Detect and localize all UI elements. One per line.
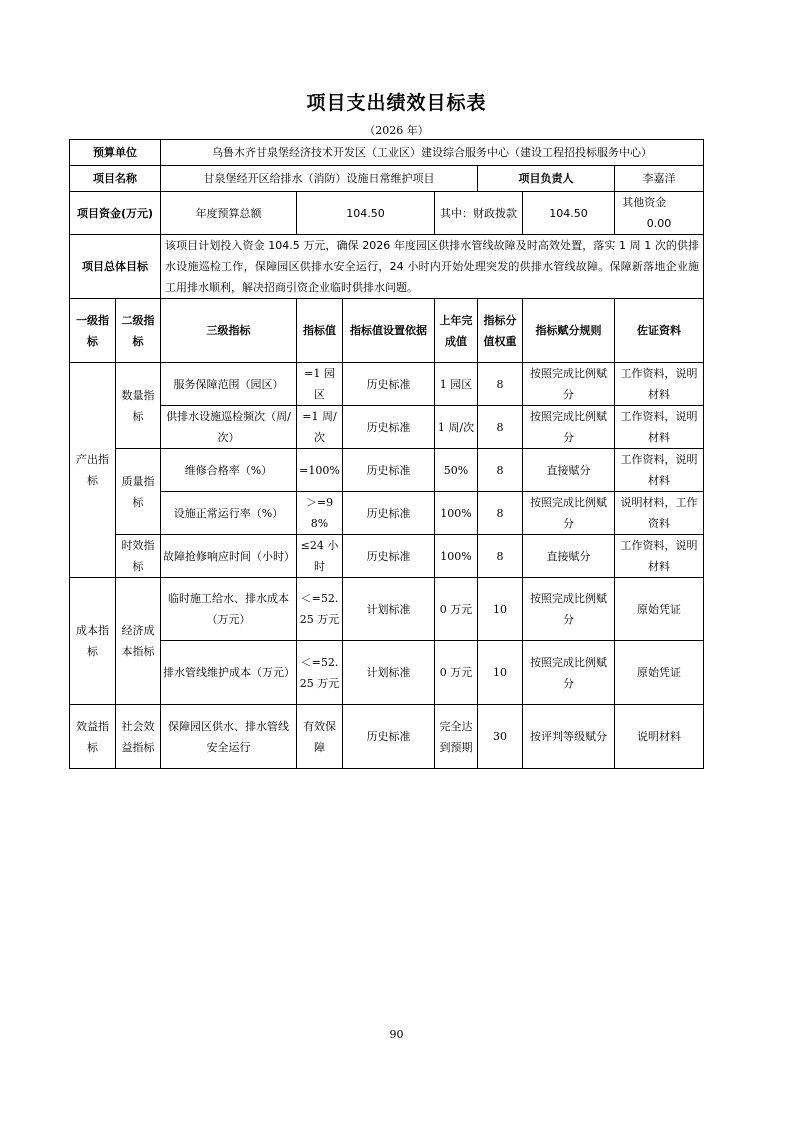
indicator-last-year: 50% [435, 449, 478, 492]
indicator-basis: 历史标准 [343, 363, 435, 406]
indicator-rule: 按评判等级赋分 [523, 705, 615, 769]
indicator-evidence: 工作资料，说明材料 [615, 535, 704, 578]
fiscal-value: 104.50 [523, 192, 615, 235]
indicator-value: ＜=52.25 万元 [297, 641, 343, 705]
header-rule: 指标赋分规则 [523, 299, 615, 363]
indicator-evidence: 说明材料，工作资料 [615, 492, 704, 535]
unit-row [70, 140, 704, 166]
table-row [70, 449, 704, 492]
leader-label: 项目负责人 [478, 166, 615, 192]
indicator-weight: 30 [478, 705, 523, 769]
indicator-name: 设施正常运行率（%） [161, 492, 297, 535]
indicator-value: =1 园区 [297, 363, 343, 406]
project-name-label: 项目名称 [70, 166, 161, 192]
indicator-name: 维修合格率（%） [161, 449, 297, 492]
performance-table [69, 139, 704, 769]
indicator-weight: 8 [478, 406, 523, 449]
group-benefit: 效益指标 [70, 705, 116, 769]
funds-label: 项目资金(万元) [70, 192, 161, 235]
group-cost: 成本指标 [70, 578, 116, 705]
indicator-value: =1 周/次 [297, 406, 343, 449]
table-row [70, 705, 704, 769]
group-economic-cost: 经济成本指标 [116, 578, 161, 705]
goal-text: 该项目计划投入资金 104.5 万元，确保 2026 年度园区供排水管线故障及时高效处置，落实 1 周 1 次的供排水设施巡检工作，保障园区供排水安全运行，24 小时内开始处理突发的供排水管线故障。保障新落地企业施工用排水顺利，解决招商引资企业临时供排水问题。 [161, 235, 704, 299]
indicator-basis: 计划标准 [343, 578, 435, 641]
indicator-name: 服务保障范围（园区） [161, 363, 297, 406]
indicator-rule: 直接赋分 [523, 535, 615, 578]
group-output: 产出指标 [70, 363, 116, 578]
group-social-benefit: 社会效益指标 [116, 705, 161, 769]
group-quantity: 数量指标 [116, 363, 161, 449]
project-name-row [70, 166, 704, 192]
header-value: 指标值 [297, 299, 343, 363]
other-funds-amount: 0.00 [646, 217, 672, 230]
group-quality: 质量指标 [116, 449, 161, 535]
unit-value: 乌鲁木齐甘泉堡经济技术开发区（工业区）建设综合服务中心（建设工程招投标服务中心） [161, 140, 704, 166]
fiscal-label: 其中：财政拨款 [435, 192, 523, 235]
table-row [70, 641, 704, 705]
annual-budget-label: 年度预算总额 [161, 192, 297, 235]
indicator-last-year: 1 周/次 [435, 406, 478, 449]
funds-row [70, 192, 704, 235]
indicator-rule: 按照完成比例赋分 [523, 641, 615, 705]
indicator-name: 保障园区供水、排水管线安全运行 [161, 705, 297, 769]
indicator-weight: 8 [478, 363, 523, 406]
indicator-basis: 历史标准 [343, 406, 435, 449]
indicator-value: =100% [297, 449, 343, 492]
goal-row [70, 235, 704, 299]
header-level3: 三级指标 [161, 299, 297, 363]
indicator-weight: 10 [478, 641, 523, 705]
other-funds-value [615, 192, 704, 235]
header-row [70, 299, 704, 363]
indicator-evidence: 说明材料 [615, 705, 704, 769]
indicator-basis: 历史标准 [343, 705, 435, 769]
indicator-basis: 历史标准 [343, 492, 435, 535]
header-basis: 指标值设置依据 [343, 299, 435, 363]
table-row [70, 363, 704, 406]
indicator-last-year: 100% [435, 535, 478, 578]
unit-label: 预算单位 [70, 140, 161, 166]
header-last-year: 上年完成值 [435, 299, 478, 363]
document-year: （2026 年） [364, 124, 429, 137]
header-level2: 二级指标 [116, 299, 161, 363]
header-level1: 一级指标 [70, 299, 116, 363]
table-row [70, 578, 704, 641]
indicator-evidence: 工作资料，说明材料 [615, 406, 704, 449]
indicator-name: 排水管线维护成本（万元） [161, 641, 297, 705]
indicator-evidence: 原始凭证 [615, 641, 704, 705]
indicator-weight: 8 [478, 535, 523, 578]
header-evidence: 佐证资料 [615, 299, 704, 363]
indicator-value: ＜=52.25 万元 [297, 578, 343, 641]
indicator-rule: 按照完成比例赋分 [523, 578, 615, 641]
group-timeliness: 时效指标 [116, 535, 161, 578]
annual-budget-value: 104.50 [297, 192, 435, 235]
indicator-basis: 计划标准 [343, 641, 435, 705]
indicator-value: ＞=98% [297, 492, 343, 535]
indicator-rule: 按照完成比例赋分 [523, 492, 615, 535]
indicator-weight: 8 [478, 492, 523, 535]
indicator-last-year: 0 万元 [435, 578, 478, 641]
indicator-evidence: 工作资料，说明材料 [615, 363, 704, 406]
indicator-name: 故障抢修响应时间（小时） [161, 535, 297, 578]
indicator-rule: 按照完成比例赋分 [523, 406, 615, 449]
indicator-evidence: 工作资料，说明材料 [615, 449, 704, 492]
indicator-last-year: 0 万元 [435, 641, 478, 705]
indicator-last-year: 1 园区 [435, 363, 478, 406]
indicator-name: 临时施工给水、排水成本（万元） [161, 578, 297, 641]
indicator-basis: 历史标准 [343, 535, 435, 578]
project-name-value: 甘泉堡经开区给排水（消防）设施日常维护项目 [161, 166, 478, 192]
indicator-rule: 按照完成比例赋分 [523, 363, 615, 406]
indicator-last-year: 完全达到预期 [435, 705, 478, 769]
header-weight: 指标分值权重 [478, 299, 523, 363]
other-funds-label: 其他资金 [622, 196, 667, 209]
indicator-rule: 直接赋分 [523, 449, 615, 492]
goal-label: 项目总体目标 [70, 235, 161, 299]
table-row [70, 492, 704, 535]
page-number: 90 [389, 1028, 404, 1041]
indicator-evidence: 原始凭证 [615, 578, 704, 641]
indicator-value: 有效保障 [297, 705, 343, 769]
indicator-name: 供排水设施巡检频次（周/次） [161, 406, 297, 449]
indicator-weight: 8 [478, 449, 523, 492]
table-row [70, 406, 704, 449]
document-title: 项目支出绩效目标表 [306, 92, 487, 114]
indicator-value: ≤24 小时 [297, 535, 343, 578]
indicator-weight: 10 [478, 578, 523, 641]
indicator-last-year: 100% [435, 492, 478, 535]
leader-value: 李嘉洋 [615, 166, 704, 192]
indicator-basis: 历史标准 [343, 449, 435, 492]
table-row [70, 535, 704, 578]
